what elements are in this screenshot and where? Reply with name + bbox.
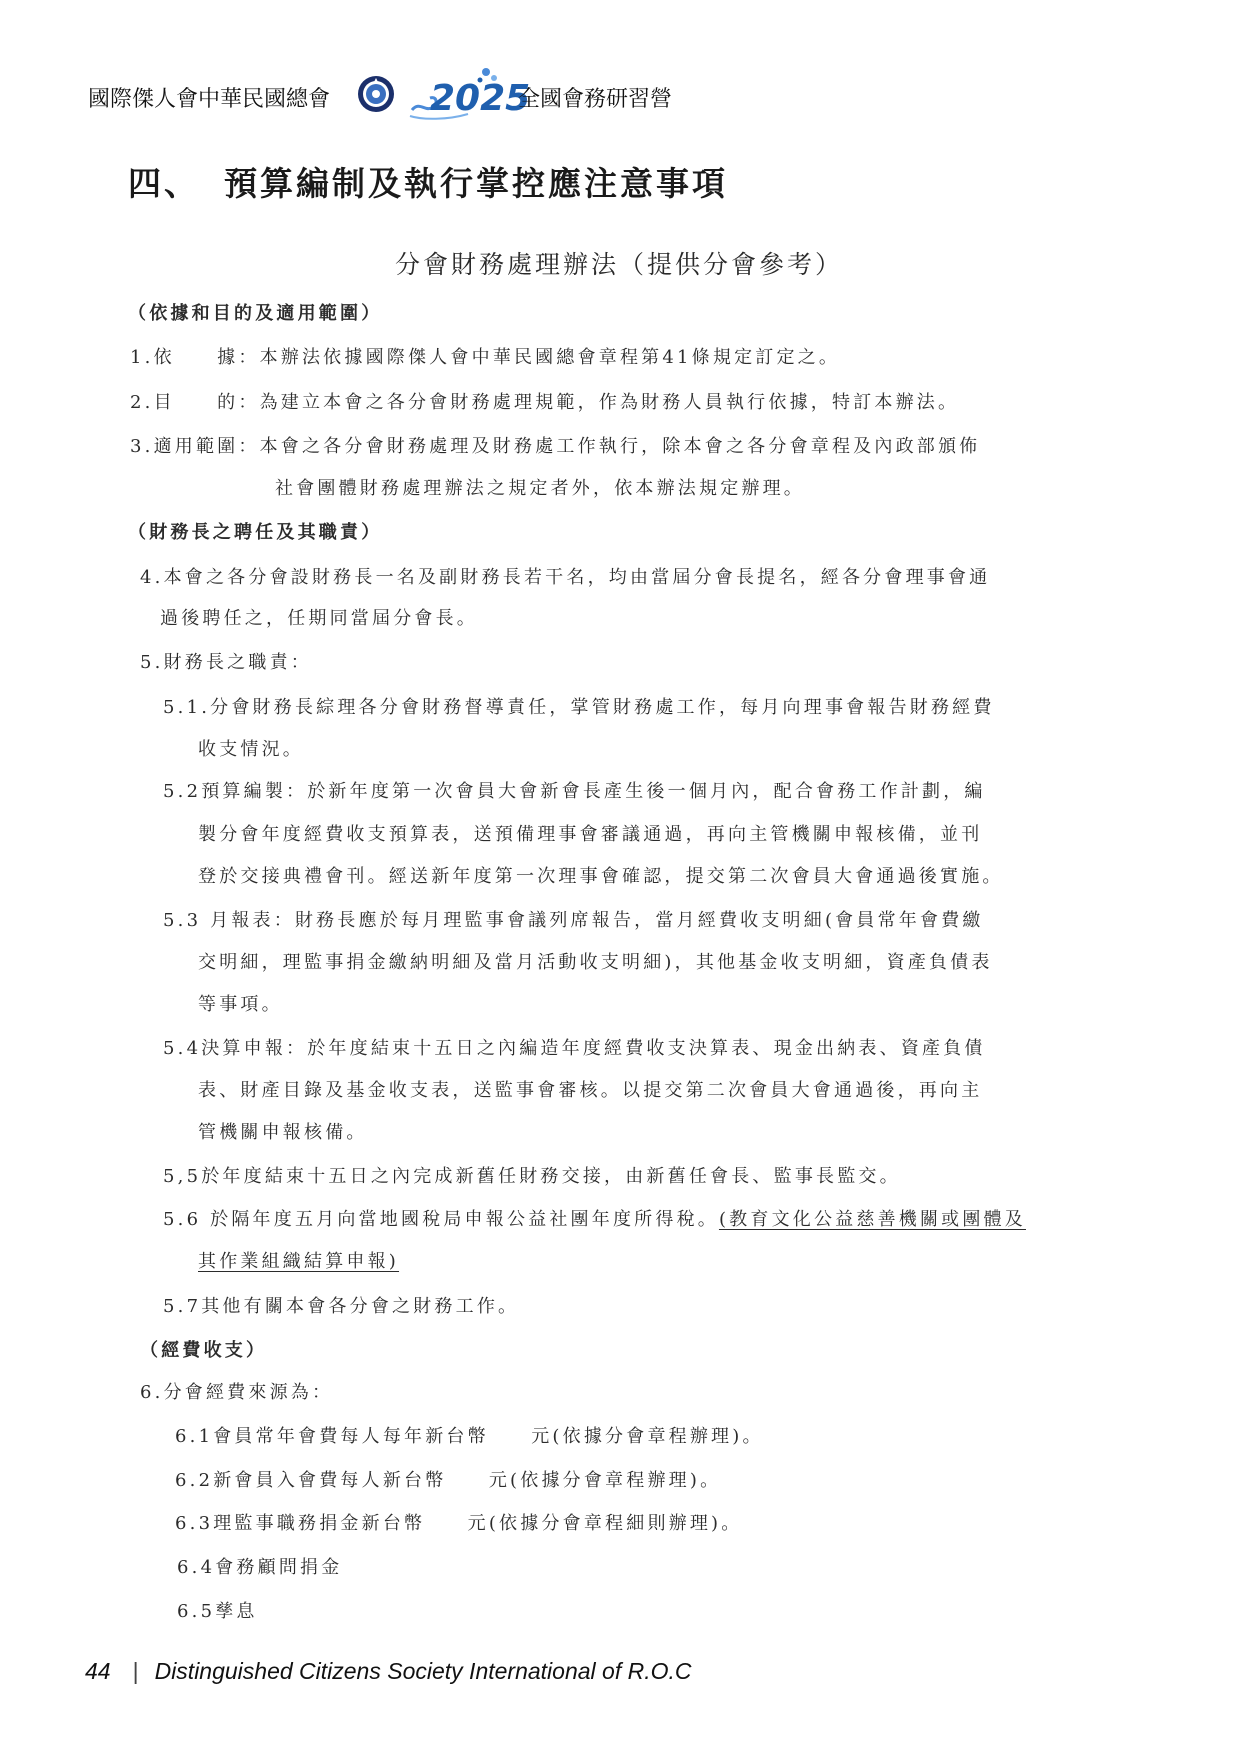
clause-4-line-2: 過後聘任之，任期同當屆分會長。 — [160, 608, 478, 629]
clause-5-3-line-2: 交明細，理監事捐金繳納明細及當月活動收支明細)，其他基金收支明細，資產負債表 — [198, 952, 993, 973]
clause-5-2-line-3: 登於交接典禮會刊。經送新年度第一次理事會確認，提交第二次會員大會通過後實施。 — [198, 866, 1004, 887]
clause-6-4: 6.4會務顧問捐金 — [177, 1557, 343, 1578]
clause-1: 1.依 據：本辦法依據國際傑人會中華民國總會章程第41條規定訂定之。 — [130, 347, 841, 368]
clause-5: 5.財務長之職責： — [140, 652, 312, 673]
clause-6-1: 6.1會員常年會費每人每年新台幣 元(依據分會章程辦理)。 — [175, 1426, 764, 1447]
clause-5-6-text: 5.6 於隔年度五月向當地國稅局申報公益社團年度所得稅。 — [163, 1209, 719, 1230]
clause-5-2-line-2: 製分會年度經費收支預算表，送預備理事會審議通過，再向主管機關申報核備，並刊 — [198, 824, 983, 845]
clause-2: 2.目 的：為建立本會之各分會財務處理規範，作為財務人員執行依據，特訂本辦法。 — [130, 392, 960, 413]
clause-3-line-1: 3.適用範圍：本會之各分會財務處理及財務處工作執行，除本會之各分會章程及內政部頒佈 — [130, 436, 981, 457]
year-2025-logo — [408, 62, 531, 124]
header-camp-name: 全國會務研習營 — [518, 87, 673, 112]
page-footer — [85, 1658, 692, 1685]
clause-6-3: 6.3理監事職務捐金新台幣 元(依據分會章程細則辦理)。 — [175, 1513, 743, 1534]
clause-6: 6.分會經費來源為： — [140, 1382, 334, 1403]
year-logo-text: 2025 — [430, 78, 531, 119]
heading-treasurer: （財務長之聘任及其職責） — [128, 522, 383, 543]
clause-5-3-line-1: 5.3 月報表：財務長應於每月理監事會議列席報告，當月經費收支明細(會員常年會費繳 — [163, 910, 984, 931]
page-number: 44 — [85, 1658, 111, 1684]
section-number: 四、 — [128, 164, 200, 203]
clause-5-4-line-2: 表、財產目錄及基金收支表，送監事會審核。以提交第二次會員大會通過後，再向主 — [198, 1080, 983, 1101]
clause-5-4-line-3: 管機關申報核備。 — [198, 1122, 368, 1143]
section-title-text: 預算編制及執行掌控應注意事項 — [224, 164, 728, 203]
clause-5-4-line-1: 5.4決算申報：於年度結束十五日之內編造年度經費收支決算表、現金出納表、資產負債 — [163, 1038, 986, 1059]
clause-5-2-line-1: 5.2預算編製：於新年度第一次會員大會新會長產生後一個月內，配合會務工作計劃，編 — [163, 781, 986, 802]
heading-basis-purpose-scope: （依據和目的及適用範圍） — [128, 303, 383, 324]
footer-org-english: Distinguished Citizens Society International of R.O.C — [154, 1658, 692, 1684]
clause-5-7: 5.7其他有關本會各分會之財務工作。 — [163, 1296, 520, 1317]
clause-5-6-line-1 — [163, 1205, 1026, 1231]
document-title: 分會財務處理辦法（提供分會參考） — [395, 250, 844, 279]
clause-5-5: 5,5於年度結束十五日之內完成新舊任財務交接，由新舊任會長、監事長監交。 — [163, 1166, 901, 1187]
clause-5-6-line-2: 其作業組織結算申報) — [198, 1251, 400, 1272]
header-org-name: 國際傑人會中華民國總會 — [88, 87, 331, 112]
clause-3-line-2: 社會團體財務處理辦法之規定者外，依本辦法規定辦理。 — [275, 478, 805, 499]
footer-separator: | — [132, 1658, 139, 1684]
clause-4-line-1: 4.本會之各分會設財務長一名及副財務長若干名，均由當屆分會長提名，經各分會理事會通 — [140, 567, 991, 588]
clause-5-1-line-2: 收支情況。 — [198, 739, 304, 760]
heading-funding: （經費收支） — [140, 1340, 268, 1361]
clause-5-3-line-3: 等事項。 — [198, 994, 283, 1015]
clause-6-5: 6.5孳息 — [177, 1601, 258, 1622]
clause-6-2: 6.2新會員入會費每人新台幣 元(依據分會章程辦理)。 — [175, 1470, 722, 1491]
clause-5-6-underlined-note: (教育文化公益慈善機關或團體及 — [718, 1209, 1026, 1230]
society-emblem-icon — [357, 75, 395, 113]
clause-5-1-line-1: 5.1.分會財務長綜理各分會財務督導責任，掌管財務處工作，每月向理事會報告財務經費 — [163, 697, 995, 718]
section-title — [128, 158, 728, 205]
